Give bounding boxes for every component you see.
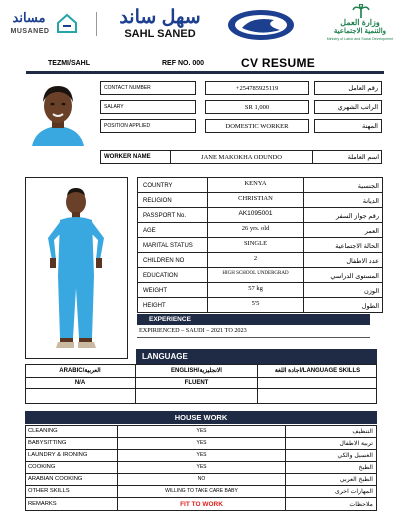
experience-underline [137, 337, 370, 338]
worker-name-label: WORKER NAME [104, 154, 151, 160]
detail-label: RELIGION [143, 197, 172, 204]
laundry-value: YES [196, 452, 207, 458]
language-arabic-header: ARABIC/العربية [59, 368, 101, 374]
experience-text: EXPIRIENCED – SAUDI – 2021 TO 2023 [139, 327, 247, 334]
housework-header [25, 411, 377, 424]
country-value: KENYA [244, 179, 267, 187]
sahl-arabic-text: سهل ساند [119, 7, 201, 28]
detail-label: PASSPORT No. [143, 212, 187, 219]
ministry-arabic-line2: والتنمية الاجتماعية [333, 28, 387, 35]
language-arabic-value: N/A [74, 380, 86, 386]
detail-label: HEIGHT [143, 302, 166, 309]
details-table [137, 177, 383, 313]
experience-heading: EXPERIENCE [149, 316, 191, 323]
contact-number-value: +254785925119 [235, 84, 279, 92]
top-field-label: CONTACT NUMBER [104, 85, 151, 91]
worker-name-row [100, 150, 382, 164]
portrait-figure-icon [28, 78, 88, 146]
experience-header [137, 314, 370, 325]
language-header [136, 349, 377, 364]
housework-arabic-label: ملاحظات [349, 500, 373, 508]
marital-status-value: SINGLE [243, 239, 268, 247]
top-field-label: SALARY [104, 104, 124, 110]
worker-name-value: JANE MAKOKHA ODUNDO [201, 153, 282, 161]
page-title: CV RESUME [241, 56, 316, 70]
detail-label: AGE [143, 227, 156, 234]
housework-arabic-label: التنظيف [352, 427, 373, 435]
language-english-header: ENGLISH/الانجليزية [171, 368, 222, 374]
housework-arabic-label: الطبخ [358, 463, 373, 471]
full-body-photo [25, 177, 128, 359]
arabian-cooking-value: NO [197, 476, 206, 482]
musaned-english-text: MUSANED [10, 28, 50, 35]
detail-label: EDUCATION [143, 272, 178, 279]
musaned-arabic-text: مساند [12, 10, 46, 25]
other-skills-value: WILLING TO TAKE CARE BABY [165, 488, 238, 494]
detail-arabic-label: الحالة الاجتماعية [335, 242, 379, 250]
housework-arabic-label: المهارات اخرى [335, 487, 373, 495]
children-value: 2 [253, 254, 258, 262]
height-value: 5'5 [251, 299, 260, 307]
cooking-value: YES [196, 464, 207, 470]
sahl-logo-icon [226, 8, 296, 42]
housework-arabic-label: الطبخ العربي [339, 475, 373, 483]
housework-label: CLEANING [28, 428, 58, 434]
top-field-label: POSITION APPLIED [104, 123, 151, 129]
full-body-figure-icon [26, 178, 127, 358]
palm-emblem-icon [352, 4, 370, 18]
language-english-value: FLUENT [184, 380, 209, 386]
detail-arabic-label: العمر [364, 227, 379, 235]
language-skills-header: اجادة اللغة/LANGUAGE SKILLS [274, 368, 361, 374]
ministry-arabic-line1: وزارة العمل [340, 18, 380, 27]
housework-label: OTHER SKILLS [28, 488, 70, 494]
weight-value: 57 kg [248, 284, 263, 292]
housework-label: COOKING [28, 464, 56, 470]
language-heading: LANGUAGE [142, 352, 188, 361]
detail-arabic-label: الجنسية [357, 182, 379, 190]
reference-number: REF NO. 000 [162, 59, 205, 67]
title-row [0, 54, 403, 72]
cleaning-value: YES [196, 428, 207, 434]
salary-value: SR 1,000 [244, 103, 270, 111]
housework-label: LAUNDRY & IRONING [28, 452, 88, 458]
housework-label: ARABIAN COOKING [28, 476, 83, 482]
detail-arabic-label: المستوى الدراسي [330, 272, 379, 280]
top-fields [100, 81, 382, 133]
ministry-logo [322, 4, 398, 44]
babysitting-value: YES [196, 440, 207, 446]
sahl-english-text: SAHL SANED [124, 28, 196, 40]
detail-arabic-label: الوزن [363, 287, 379, 295]
worker-name-arabic-label: اسم العاملة [347, 154, 379, 161]
detail-label: WEIGHT [143, 287, 167, 294]
title-divider [26, 71, 384, 74]
remarks-value: FIT TO WORK [180, 500, 223, 508]
agency-code: TEZMI/SAHL [48, 59, 90, 67]
musaned-house-icon [56, 12, 78, 34]
top-field-arabic-label: رقم العامل [348, 85, 378, 92]
position-value: DOMESTIC WORKER [225, 122, 289, 130]
passport-value: AK1095001 [238, 209, 273, 217]
header-divider [96, 12, 97, 36]
housework-arabic-label: تربية الاطفال [339, 439, 373, 447]
housework-table [25, 425, 377, 511]
language-table [25, 364, 377, 404]
detail-label: CHILDREN NO [143, 257, 185, 264]
musaned-logo [8, 10, 88, 40]
top-field-arabic-label: المهنة [362, 123, 378, 130]
age-value: 26 yrs. old [241, 224, 270, 232]
detail-label: MARITAL STATUS [143, 242, 193, 249]
detail-arabic-label: الطول [361, 302, 379, 310]
housework-label: BABYSITTING [28, 440, 67, 446]
top-field-arabic-label: الراتب الشهري [337, 104, 378, 111]
education-value: HIGH SCHOOL UNDERGRAD [222, 270, 289, 276]
language-row-sep [25, 388, 377, 389]
housework-label: REMARKS [28, 501, 57, 507]
portrait-photo [28, 78, 88, 146]
header [0, 0, 403, 48]
detail-arabic-label: الديانة [362, 197, 379, 205]
religion-value: CHRISTIAN [238, 194, 273, 202]
detail-arabic-label: رقم جواز السفر [336, 212, 379, 220]
housework-arabic-label: الغسيل والكي [337, 451, 373, 459]
ministry-english-line: Ministry of Labor and Social Development [326, 37, 394, 41]
detail-arabic-label: عدد الاطفال [346, 257, 379, 265]
detail-label: COUNTRY [143, 182, 173, 189]
housework-heading: HOUSE WORK [174, 413, 228, 422]
